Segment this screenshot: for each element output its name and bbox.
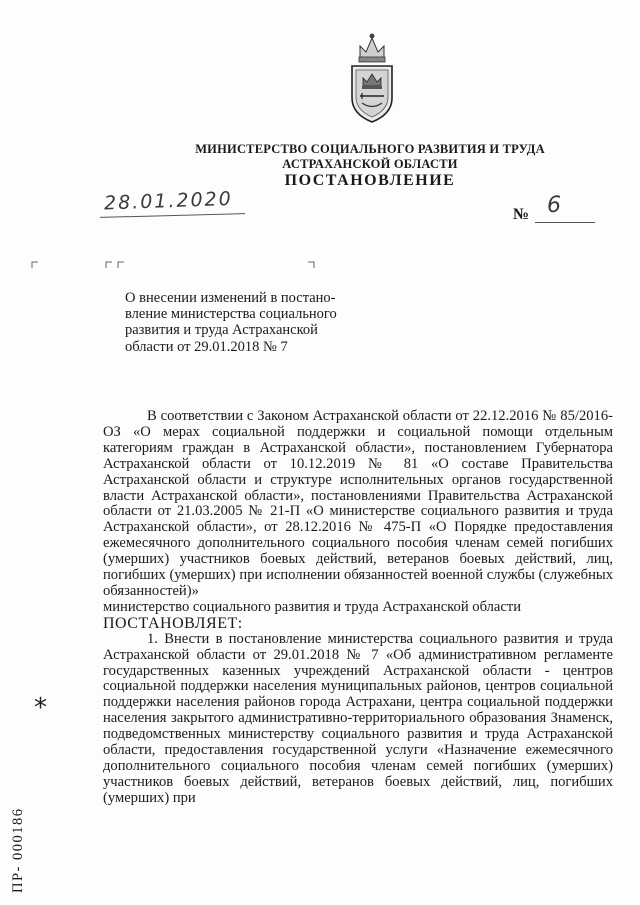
subject-line: развития и труда Астраханской [125,322,318,339]
number-underline [535,222,595,223]
document-type-title: ПОСТАНОВЛЕНИЕ [284,172,456,189]
item-1-paragraph: 1. Внести в постановление министерства социального развития и труда Астраханской области от 29.01.2018 № 7 «Об административном регламенте государственных казенных учреждений Астраханской области - центров социальной поддержки населения муниципальных районов, центров социальной поддержки населения районов города Астрахани, центра социальной поддержки населения закрытого административно-территориального образования Знаменск, подведомственных министерству социального развития и труда Астраханской области, предоставления государственной услуги «Назначение ежемесячного дополнительного социального пособия членам семей погибших (умерших) участников боевых действий, ветеранов боевых действий, лиц, погибших (умерших) при [103,630,613,806]
ministry-name-line1: МИНИСТЕРСТВО СОЦИАЛЬНОГО РАЗВИТИЯ И ТРУДА [195,142,545,156]
subject-line: вление министерства социального [125,306,337,323]
number-sign: № [513,206,530,223]
resolve-heading: ПОСТАНОВЛЯЕТ: [103,614,243,632]
handwritten-date: 28.01.2020 [103,187,234,215]
preamble-paragraph: В соответствии с Законом Астраханской области от 22.12.2016 № 85/2016-ОЗ «О мерах социальной поддержки и социальной помощи отдельным категориям граждан в Астраханской области», постановлением Губернатора Астраханской области от 10.12.2019 № 81 «О составе Правительства Астраханской области и структуре исполнительных органов государственной власти Астраханской области», постановлениями Правительства Астраханской области от 21.03.2005 № 21-П «О министерстве социального развития и труда Астраханской области», от 28.12.2016 № 475-П «О Порядке предоставления ежемесячного дополнительного социального пособия членам семей погибших (умерших) участников боевых действий, ветеранов боевых действий, лиц, погибших (умерших) при исполнении обязанностей военной службы (служебных обязанностей)» [103,408,613,599]
subject-line: О внесении изменений в постано- [125,290,336,306]
margin-star-mark: * [34,693,47,723]
handwritten-number: 6 [547,193,561,218]
margin-registration-code: ПР- 000186 [10,807,26,893]
document-body [103,409,613,807]
authority-line: министерство социального развития и труда Астраханской области [103,598,522,615]
subject-line: области от 29.01.2018 № 7 [125,338,288,355]
document-subject [125,290,385,355]
coat-of-arms-icon [346,28,398,126]
ministry-name-line2: АСТРАХАНСКОЙ ОБЛАСТИ [282,157,458,171]
